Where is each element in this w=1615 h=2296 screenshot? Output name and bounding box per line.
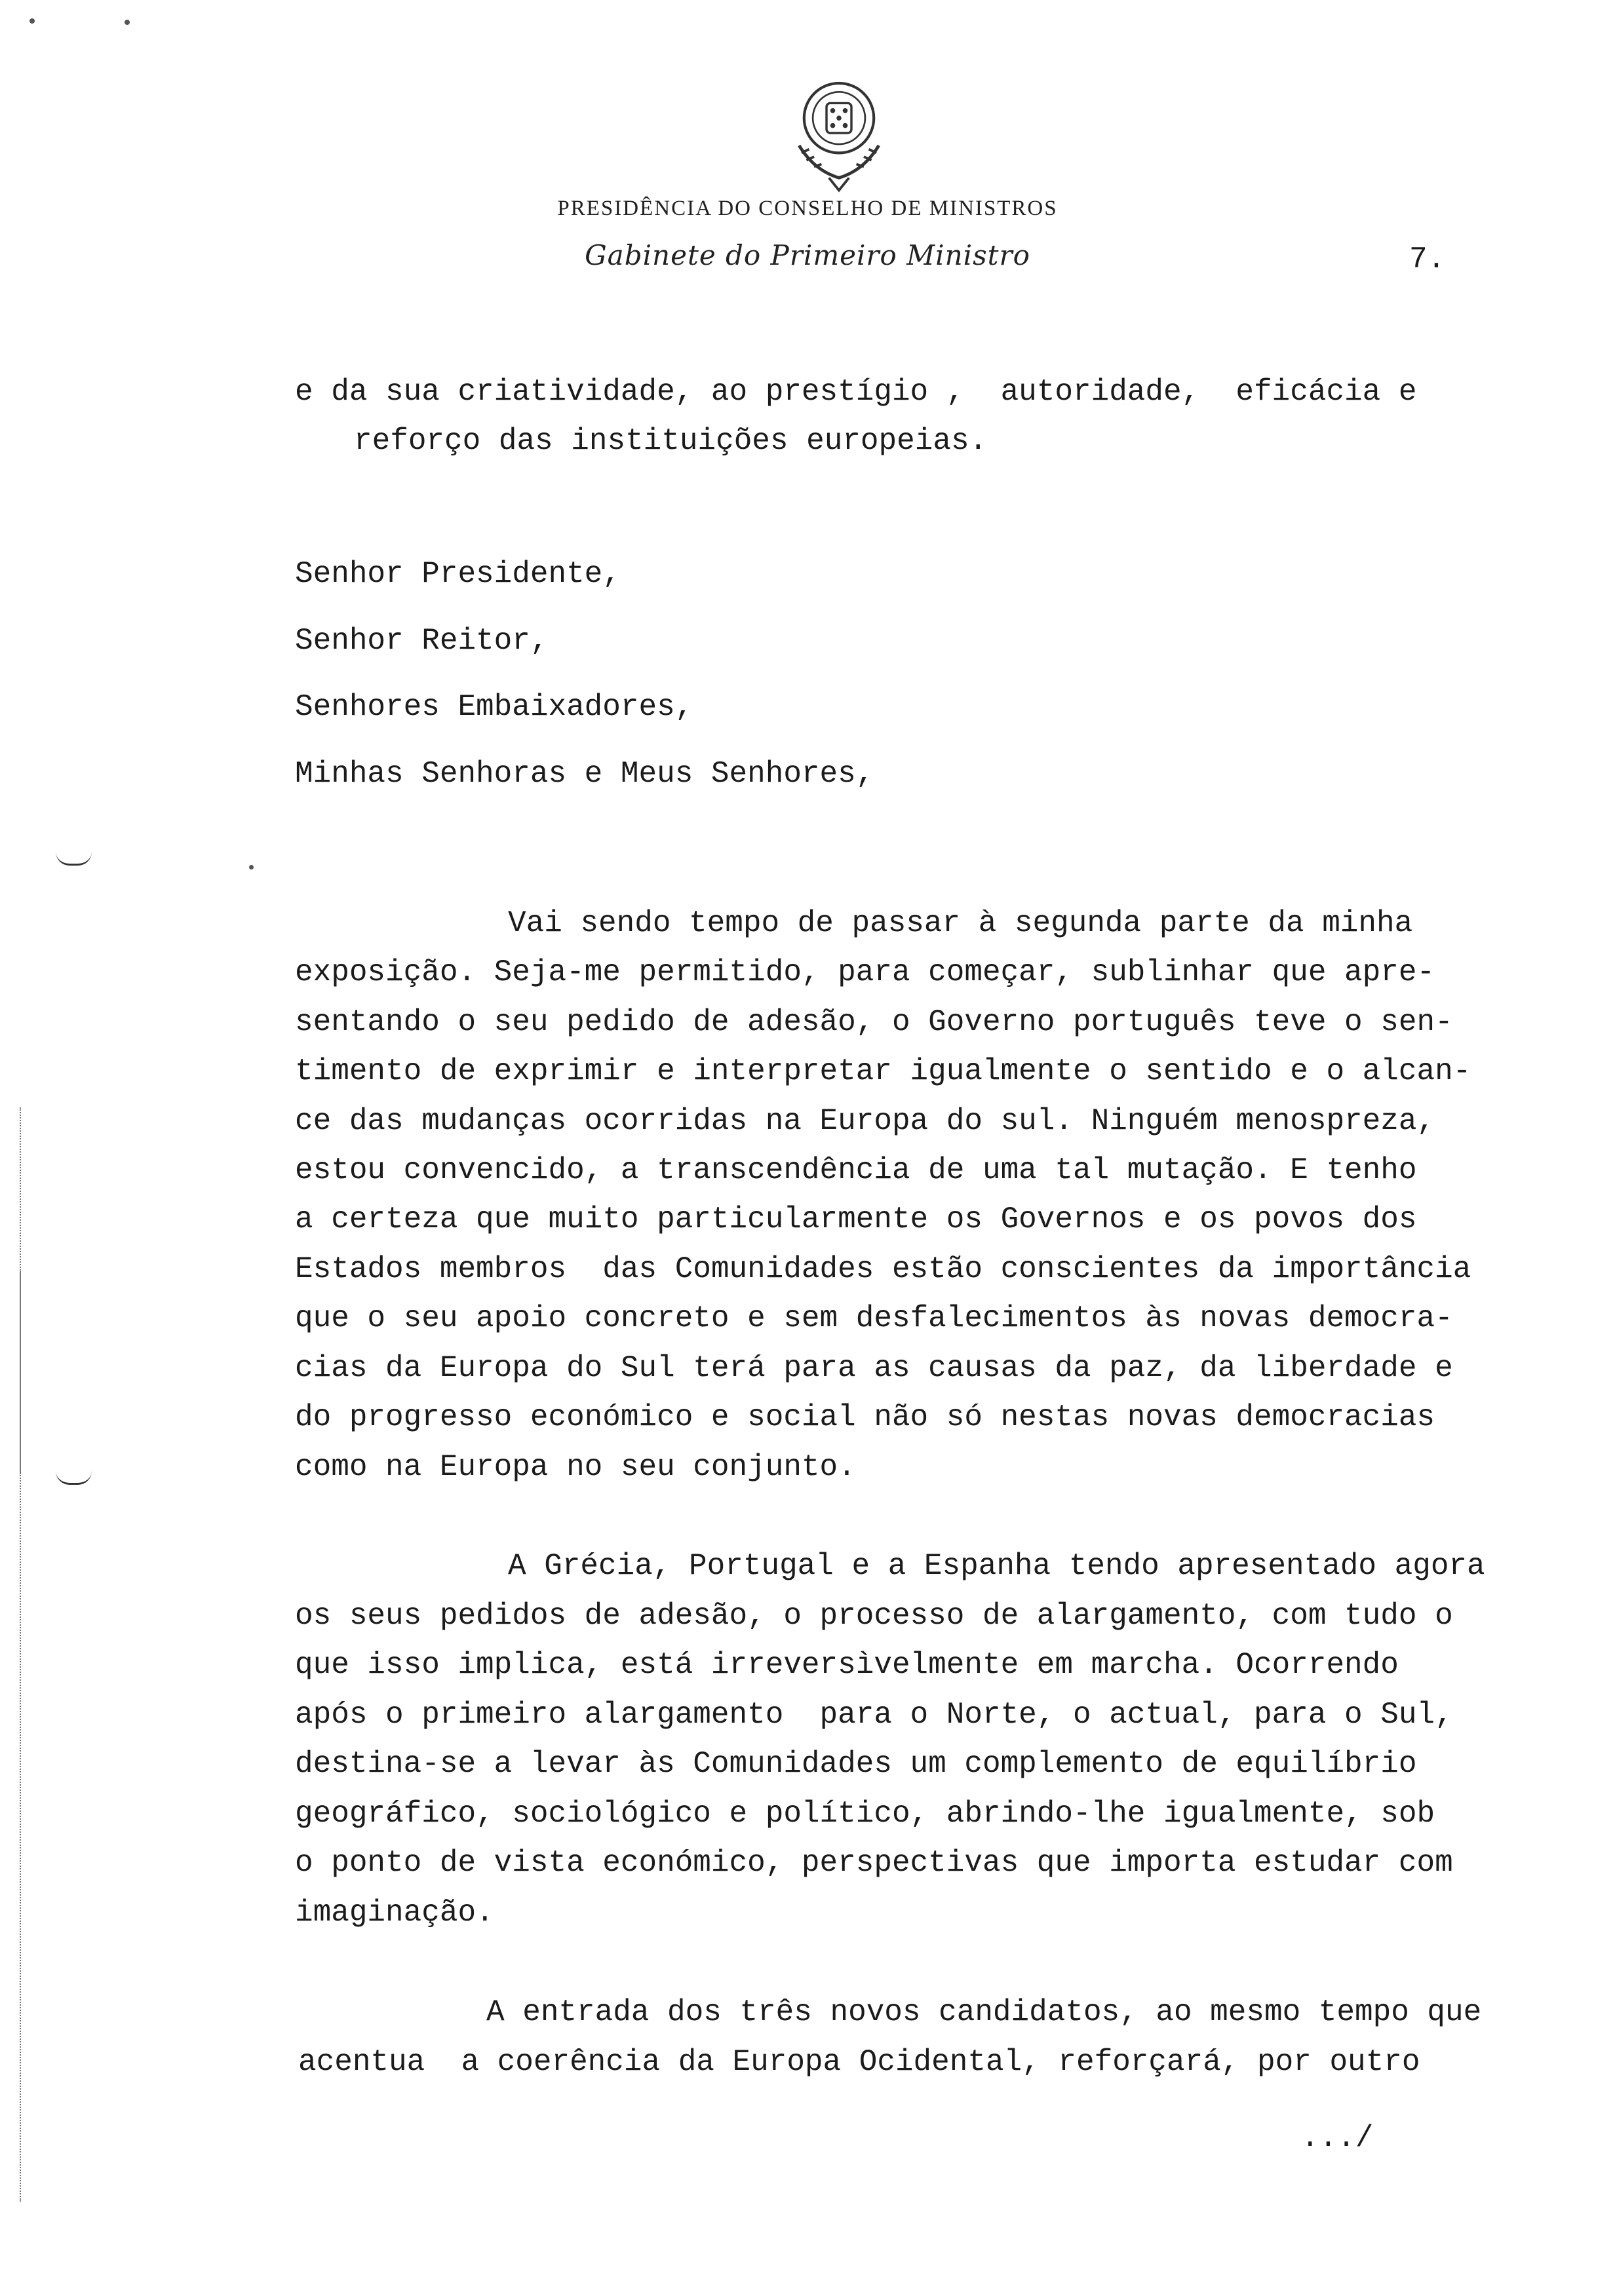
text-line: e da sua criatividade, ao prestígio , autoridade, eficácia e <box>295 375 1417 409</box>
text-line: reforço das instituições europeias. <box>354 424 988 458</box>
text-line: Estados membros das Comunidades estão conscientes da importância <box>295 1252 1471 1286</box>
salutation-line: Minhas Senhoras e Meus Senhores, <box>295 757 874 791</box>
text-line: ce das mudanças ocorridas na Europa do sul. Ninguém menospreza, <box>295 1104 1435 1138</box>
text-line: como na Europa no seu conjunto. <box>295 1450 856 1484</box>
scan-edge-mark <box>56 852 92 866</box>
text-line: do progresso económico e social não só nestas novas democracias <box>295 1400 1435 1434</box>
institution-name: PRESIDÊNCIA DO CONSELHO DE MINISTROS <box>557 197 1058 220</box>
salutation-line: Senhores Embaixadores, <box>295 690 693 724</box>
text-line: cias da Europa do Sul terá para as causas da paz, da liberdade e <box>295 1351 1453 1385</box>
scan-speck <box>249 865 254 870</box>
text-line: o ponto de vista económico, perspectivas que importa estudar com <box>295 1846 1453 1880</box>
scan-speck <box>29 18 35 24</box>
salutation-line: Senhor Presidente, <box>295 557 621 591</box>
salutation-line: Senhor Reitor, <box>295 624 549 658</box>
scan-edge-mark <box>56 1471 92 1485</box>
text-line: exposição. Seja-me permitido, para começar, sublinhar que apre- <box>295 955 1435 989</box>
cabinet-name: Gabinete do Primeiro Ministro <box>585 239 1030 271</box>
coat-of-arms-emblem <box>777 71 901 195</box>
scan-speck <box>125 20 130 25</box>
text-line: sentando o seu pedido de adesão, o Governo português teve o sen- <box>295 1005 1453 1039</box>
text-line: A entrada dos três novos candidatos, ao mesmo tempo que <box>486 1995 1482 2029</box>
text-line: destina-se a levar às Comunidades um complemento de equilíbrio <box>295 1747 1417 1781</box>
text-line: que isso implica, está irreversìvelmente em marcha. Ocorrendo <box>295 1648 1399 1682</box>
text-line: timento de exprimir e interpretar igualmente o sentido e o alcan- <box>295 1054 1471 1088</box>
text-line: A Grécia, Portugal e a Espanha tendo apresentado agora <box>508 1549 1485 1583</box>
text-line: após o primeiro alargamento para o Norte, o actual, para o Sul, <box>295 1698 1453 1732</box>
text-line: os seus pedidos de adesão, o processo de alargamento, com tudo o <box>295 1599 1453 1633</box>
page-number: 7. <box>1409 242 1446 277</box>
scan-edge-line <box>20 1271 21 2202</box>
text-line: imaginação. <box>295 1896 494 1930</box>
text-line: estou convencido, a transcendência de uma tal mutação. E tenho <box>295 1153 1417 1187</box>
text-line: acentua a coerência da Europa Ocidental, reforçará, por outro <box>298 2045 1420 2079</box>
text-line: a certeza que muito particularmente os Governos e os povos dos <box>295 1202 1417 1236</box>
text-line: que o seu apoio concreto e sem desfalecimentos às novas democra- <box>295 1301 1453 1335</box>
text-line: Vai sendo tempo de passar à segunda parte da minha <box>508 906 1413 940</box>
text-line: geográfico, sociológico e político, abrindo-lhe igualmente, sob <box>295 1797 1435 1831</box>
continuation-mark: .../ <box>1301 2121 1374 2155</box>
